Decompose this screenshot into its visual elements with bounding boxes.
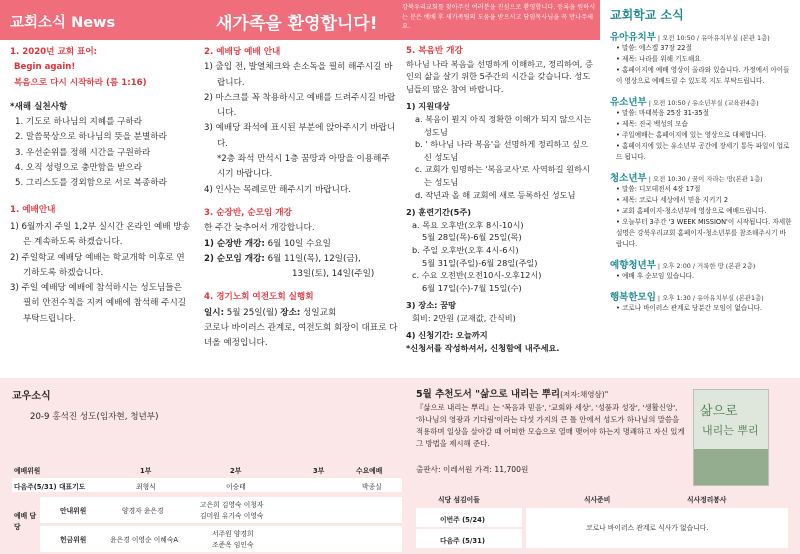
table-header: 식사정리봉사 — [687, 496, 727, 504]
list-item: 1. 기도로 하나님의 지혜를 구하라 — [15, 117, 143, 128]
table-cell: 김미원 유기숙 이영숙 — [200, 512, 264, 520]
table-cell: 박종실 — [362, 483, 382, 491]
news-title: 교회소식 News — [10, 15, 116, 31]
list-item: • 홈페이지에 예배 영상이 올라와 있습니다. 가정에서 아이들이 영상으로 예배드릴 수 있도록 지도 부탁드립니다. — [616, 66, 790, 85]
place-heading: 3) 장소: 꿈땅 — [406, 300, 457, 311]
list-item: 5. 그리스도를 경외함으로 서로 복종하라 — [15, 178, 167, 189]
list-item: • 말씀: 디모데전서 4장 17절 — [616, 185, 701, 193]
list-item: • 주일예배는 홈페이지에 있는 영상으로 대체합니다. — [616, 131, 767, 139]
list-item: • 오늘부터 3주간 '3 WEEK MISSION'이 시작됩니다. 자세한 설명은 강북우리교회 홈페이지-청소년부를 참조해주시기 바랍니다. — [616, 218, 792, 248]
church-school-panel — [600, 0, 800, 378]
motto-line-1: Begin again! — [14, 62, 76, 73]
list-item: b. 주일 오후반(오후 4시-6시) — [412, 244, 519, 255]
list-item: b. ' 하나님 나라 복음'을 선명하게 정리하고 싶으신 성도님 — [415, 139, 588, 162]
list-item: 1) 출입 전, 발열체크와 손소독을 필히 해주시길 바랍니다. — [204, 62, 393, 88]
list-item: • 제목: 나라를 위해 기도해요 — [616, 55, 701, 63]
womens-meeting-heading: 4. 경기노회 여전도회 실행회 — [204, 292, 314, 303]
table-cell: 헌금위원 — [60, 536, 87, 544]
list-item: c. 수요 오전반(오전10시-오후12시) — [412, 270, 542, 281]
member-news-title: 교우소식 — [12, 391, 51, 402]
news-column-2 — [204, 45, 398, 352]
group-heading: 행복한모임 | 오후 1:30 / 유아유치부실 (본관1층) — [610, 292, 764, 303]
table-cell: 다음주(5/31) 대표기도 — [14, 483, 86, 491]
gospel-class-heading: 5. 복음반 개강 — [406, 46, 463, 56]
group-heading: 청소년부 | 오전 10:30 / 꿈이 자라는 땅(본관 1층) — [610, 173, 763, 184]
list-item: 1) 순장반 개강: 6월 10일 수요일 — [204, 238, 331, 249]
group-heading: 유아유치부 | 오전 10:50 / 유아유치부실 (본관 1층) — [610, 32, 770, 43]
list-item: 4. 오직 성령으로 충만함을 받으라 — [15, 163, 143, 174]
period-heading: 2) 훈련기간(5주) — [406, 207, 472, 218]
table-cell: 최형식 — [136, 483, 156, 491]
list-item: 5월 28일(목)-6월 25일(목) — [422, 232, 522, 243]
table-header: 2부 — [230, 467, 242, 475]
womens-meeting-note: 코로나 바이러스 관계로, 여전도회 회장이 대표로 다녀올 예정입니다. — [204, 323, 398, 349]
book-publisher: 출판사: 이레서원 가격: 11,700원 — [416, 465, 529, 474]
table-header: 식당 섬김이들 — [438, 496, 480, 504]
practice-list — [10, 115, 190, 191]
book-cover-image — [693, 389, 769, 486]
table-cell: 고은희 김영숙 이청자 — [200, 501, 264, 509]
list-item: 2) 주일학교 예배당 예배는 학교개학 이후로 연기하도록 하겠습니다. — [10, 252, 185, 278]
book-description: 『삶으로 내리는 뿌리』는 '복음과 믿음', '교회와 세상', '성품과 성장', '생활신앙', '하나님의 영광과 기다림'이라는 다섯 가지의 큰 틀 안에서 성도가 하나님의 말씀을 적용하며 일상을 살아갈 때 어떠한 모습으로 열매 맺어야 하는지 명쾌하고 자신 있게 그 방법을 제시해 준다. — [416, 403, 685, 448]
list-item: • 교회 홈페이지-청소년부에 영상으로 예배드립니다. — [616, 207, 767, 215]
practice-heading: *새해 실천사항 — [10, 101, 68, 112]
meal-note: 코로나 바이러스 관계로 식사가 없습니다. — [586, 524, 709, 532]
table-cell: 이승태 — [226, 483, 246, 491]
list-item: 5월 31일(주일)-6월 28일(주일) — [422, 257, 538, 268]
table-cell: 이번주 (5/24) — [440, 516, 485, 524]
table-cell: 양경자 윤은경 — [122, 507, 164, 515]
small-group-intro: 한 주간 늦추어서 개강합니다. — [204, 223, 315, 234]
list-item: 6월 17일(수)-7월 15일(수) — [422, 282, 522, 293]
worship-guide-heading: 1. 예배안내 — [10, 204, 56, 215]
table-cell: 다음주 (5/31) — [440, 537, 485, 545]
small-group-heading: 3. 순장반, 순모임 개강 — [204, 207, 292, 218]
table-cell: 예배 담당 — [14, 512, 37, 531]
table-cell: 조준옥 임인숙 — [212, 541, 254, 549]
list-item: a. 복음이 뭔지 아직 정확한 이해가 되지 않으시는 성도님 — [415, 113, 592, 137]
book-cover-art — [694, 449, 768, 485]
table-cell: 서주원 양경희 — [212, 530, 254, 538]
table-header: 식사준비 — [584, 496, 611, 504]
news-column-1 — [10, 45, 190, 327]
application-note: *신청서를 작성하셔서, 신청함에 내주세요. — [406, 343, 560, 354]
list-item: 3. 우선순위를 정해 시간을 구원하라 — [15, 147, 151, 158]
application-heading: 4) 신청기간: 오늘까지 — [406, 330, 488, 341]
table-cell: 윤은경 이영순 이혜숙A — [110, 536, 179, 544]
header-bar — [0, 0, 600, 40]
table-header: 수요예배 — [356, 467, 383, 475]
motto-line-2: 복음으로 다시 시작하라 (롬 1:16) — [14, 77, 147, 88]
list-item: • 예배 후 순모임 있습니다. — [616, 272, 695, 280]
list-item: 3) 주일 예배당 예배에 참석하시는 성도님들은 필히 안전수칙을 지켜 예배에 참석해 주시길 부탁드립니다. — [10, 283, 187, 324]
list-item: • 제목: 코로나 세상에서 믿음 지키기 2 — [616, 196, 729, 204]
list-item: *2층 좌석 만석시 1층 꿈땅과 아땅을 이용해주시기 바랍니다. — [217, 154, 390, 180]
list-item: • 말씀: 에스겔 37장 22절 — [616, 44, 692, 52]
list-item: • 코로나 바이러스 관계로 당분간 모임이 없습니다. — [616, 304, 762, 312]
book-title: 5월 추천도서 "삶으로 내리는 뿌리(저자:채영삼)" — [416, 389, 609, 400]
list-item: 3) 예배당 좌석에 표시된 부분에 앉아주시기 바랍니다. — [204, 123, 396, 149]
list-item: d. 작년과 올 해 교회에 새로 등록하신 성도님 — [415, 189, 576, 200]
group-heading: 유소년부 | 오전 10:50 / 유소년부실 (교육관4층) — [610, 97, 759, 108]
list-item: 4) 인사는 목례로만 해주시기 바랍니다. — [204, 184, 352, 195]
target-heading: 1) 지원대상 — [406, 101, 450, 112]
table-header: 1부 — [140, 467, 152, 475]
table-cell: 안내위원 — [60, 507, 87, 515]
welcome-title: 새가족을 환영합니다! — [216, 14, 378, 34]
fee-text: 회비: 2만원 (교재값, 간식비) — [412, 312, 516, 323]
list-item: • 홈페이지에 있는 유소년부 공간에 장세기 통독 파일이 업로드 됩니다. — [616, 142, 790, 161]
list-item: 1) 6월까지 주일 1,2부 실시간 온라인 예배 방송은 계속하도록 하겠습니다. — [10, 221, 190, 248]
womens-meeting-time: 일시: 5월 25일(월) 장소: 성일교회 — [204, 307, 337, 318]
news-column-3 — [406, 45, 594, 355]
group-heading: 예향청년부 | 오후 2:00 / 거룩한 땅 (본관 2층) — [610, 260, 756, 271]
list-item: a. 목요 오후반(오후 8시-10시) — [412, 219, 524, 230]
list-item: 2) 마스크를 꼭 착용하시고 예배를 드려주시길 바랍니다. — [204, 92, 396, 119]
list-item: • 말씀: 마태복음 25장 31-35절 — [616, 109, 710, 117]
table-header: 예배위원 — [14, 467, 41, 475]
book-cover-title: 삶으로 — [700, 404, 738, 419]
list-item: 2. 말씀묵상으로 하나님의 뜻을 분별하라 — [15, 132, 167, 143]
church-school-title: 교회학교 소식 — [610, 8, 684, 22]
member-news-text: 20-9 홍석진 성도(임자현, 청년부) — [30, 412, 159, 422]
list-item: 13일(토), 14일(주일) — [292, 269, 375, 280]
sanctuary-worship-heading: 2. 예배당 예배 안내 — [204, 47, 281, 57]
list-item: • 제목: 진국 백성의 모습 — [616, 120, 688, 128]
welcome-note: 강북우리교회를 찾아주신 여러분을 진심으로 환영합니다. 등록을 원하시는 분은 예배 후 새가족팀의 도움을 받으시고 담임목사님을 꼭 만나주세요. — [402, 4, 596, 30]
book-cover-subtitle: 내리는 뿌리 — [702, 424, 759, 437]
list-item: c. 교회가 임명하는 '복음교사'로 사역하길 원하시는 성도님 — [415, 164, 590, 187]
table-header: 3부 — [313, 467, 325, 475]
list-item: 2) 순모임 개강: 6월 11일(목), 12일(금), — [204, 253, 361, 264]
motto-heading: 1. 2020년 교회 표어: — [10, 47, 98, 57]
gospel-class-intro: 하나님 나라 복음을 선명하게 이해하고, 정리하여, 증인의 삶을 살기 위한 5주간의 시간을 갖습니다. 성도님들의 많은 참여 바랍니다. — [406, 58, 593, 94]
